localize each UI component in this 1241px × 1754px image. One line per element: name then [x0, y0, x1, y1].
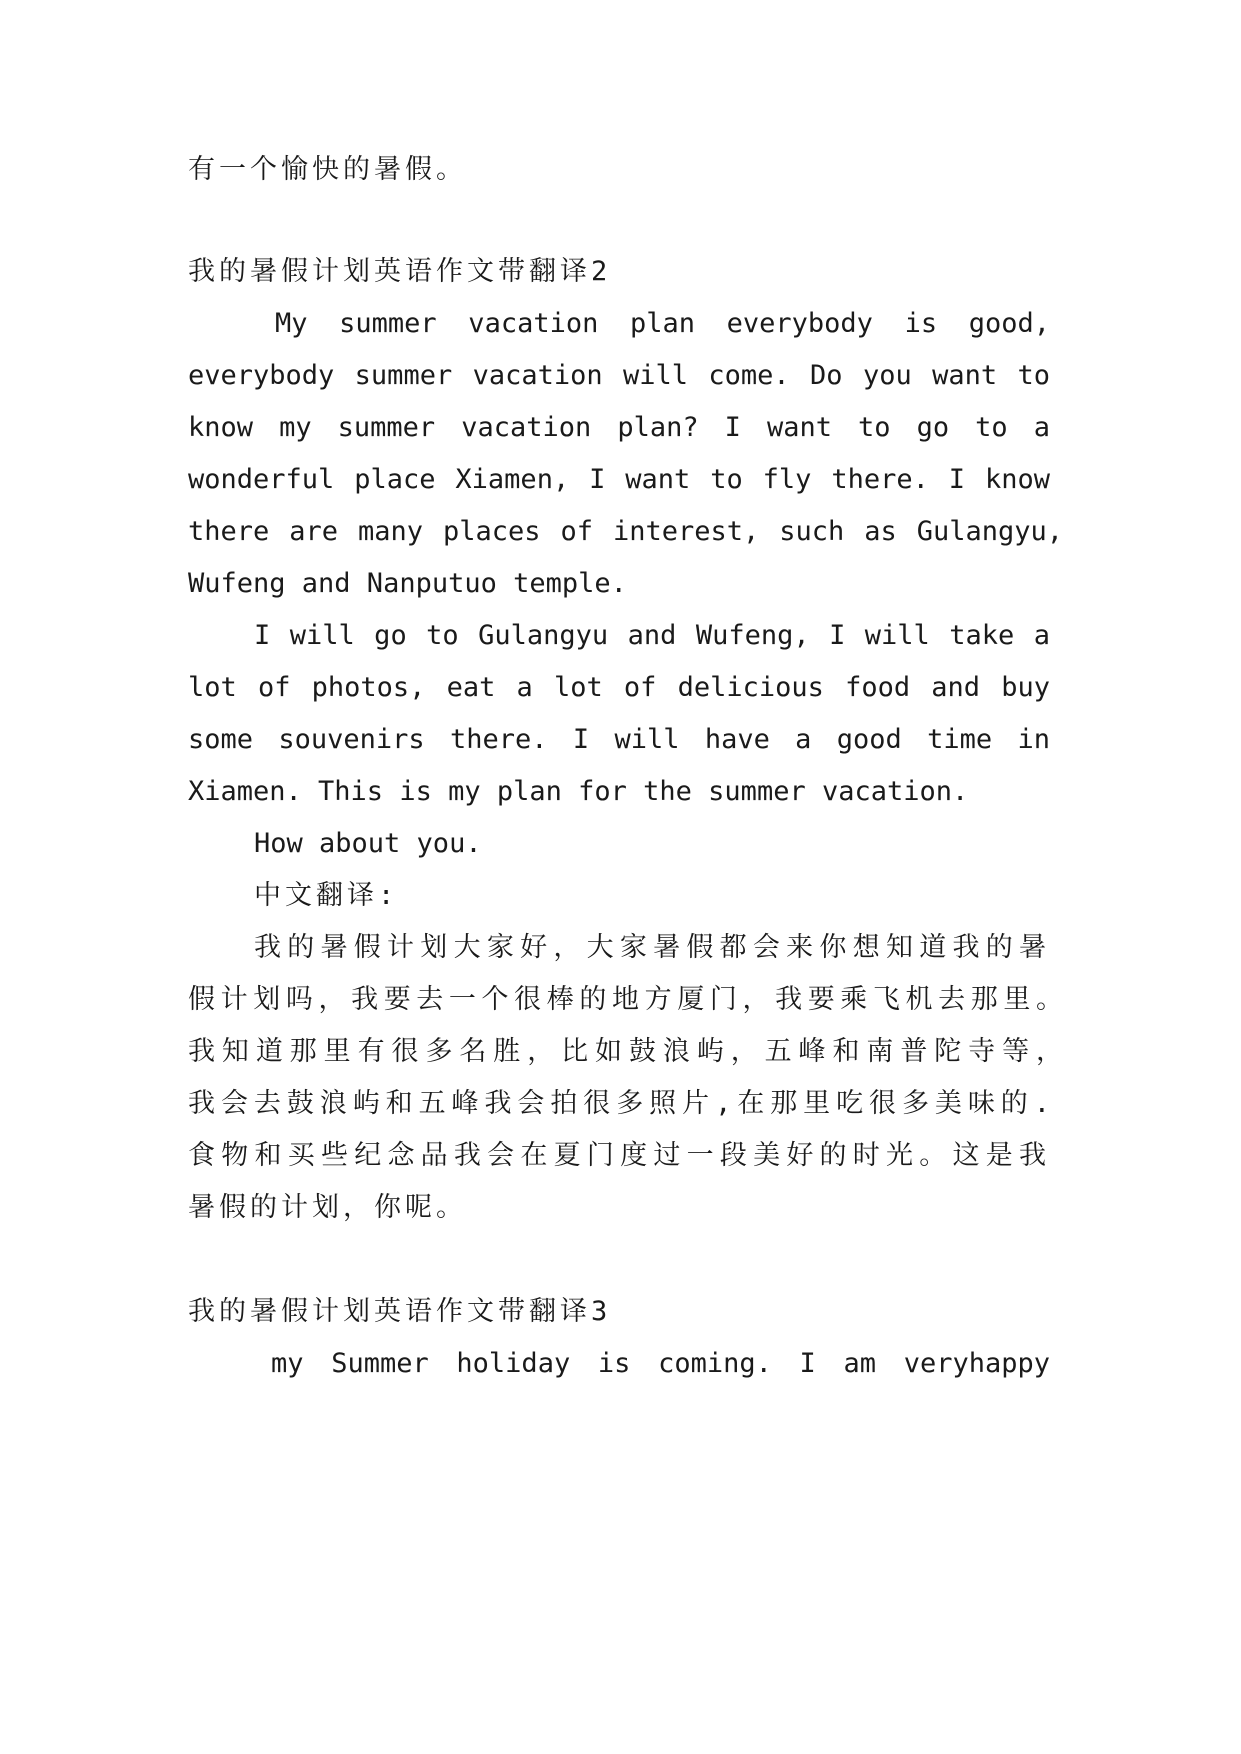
section3-english-line: my Summer holiday is coming. I am veryhappy — [271, 1348, 1050, 1379]
section1-closing: 有一个愉快的暑假。 — [188, 154, 467, 185]
chinese-line: 暑假的计划，你呢。 — [188, 1192, 467, 1223]
chinese-line: 我知道那里有很多名胜，比如鼓浪屿，五峰和南普陀寺等， — [188, 1036, 1063, 1067]
english-p1-line: there are many places of interest, such as Gulangyu, — [188, 516, 1063, 547]
english-p1-line: everybody summer vacation will come. Do you want to — [188, 360, 1050, 391]
chinese-line: 食物和买些纪念品我会在夏门度过一段美好的时光。这是我 — [188, 1140, 1050, 1171]
chinese-line: 我会去鼓浪屿和五峰我会拍很多照片,在那里吃很多美味的. — [188, 1088, 1050, 1119]
english-p2-line: lot of photos, eat a lot of delicious food and buy — [188, 672, 1050, 703]
english-p1-line: know my summer vacation plan? I want to go to a — [188, 412, 1050, 443]
english-p1-line: wonderful place Xiamen, I want to fly there. I know — [188, 464, 1050, 495]
section2-title: 我的暑假计划英语作文带翻译2 — [188, 256, 612, 287]
english-p1-line: My summer vacation plan everybody is good, — [275, 308, 1050, 339]
english-p2-line: some souvenirs there. I will have a good time in — [188, 724, 1050, 755]
section3-title: 我的暑假计划英语作文带翻译3 — [188, 1296, 612, 1327]
english-p2-line: I will go to Gulangyu and Wufeng, I will take a — [254, 620, 1050, 651]
english-p2-line: Xiamen. This is my plan for the summer vacation. — [188, 776, 969, 807]
chinese-line: 我的暑假计划大家好，大家暑假都会来你想知道我的暑 — [254, 932, 1050, 963]
chinese-line: 假计划吗，我要去一个很棒的地方厦门，我要乘飞机去那里。 — [188, 984, 1063, 1015]
translation-label: 中文翻译: — [254, 880, 399, 911]
english-p3: How about you. — [254, 828, 482, 859]
english-p1-line: Wufeng and Nanputuo temple. — [188, 568, 627, 599]
